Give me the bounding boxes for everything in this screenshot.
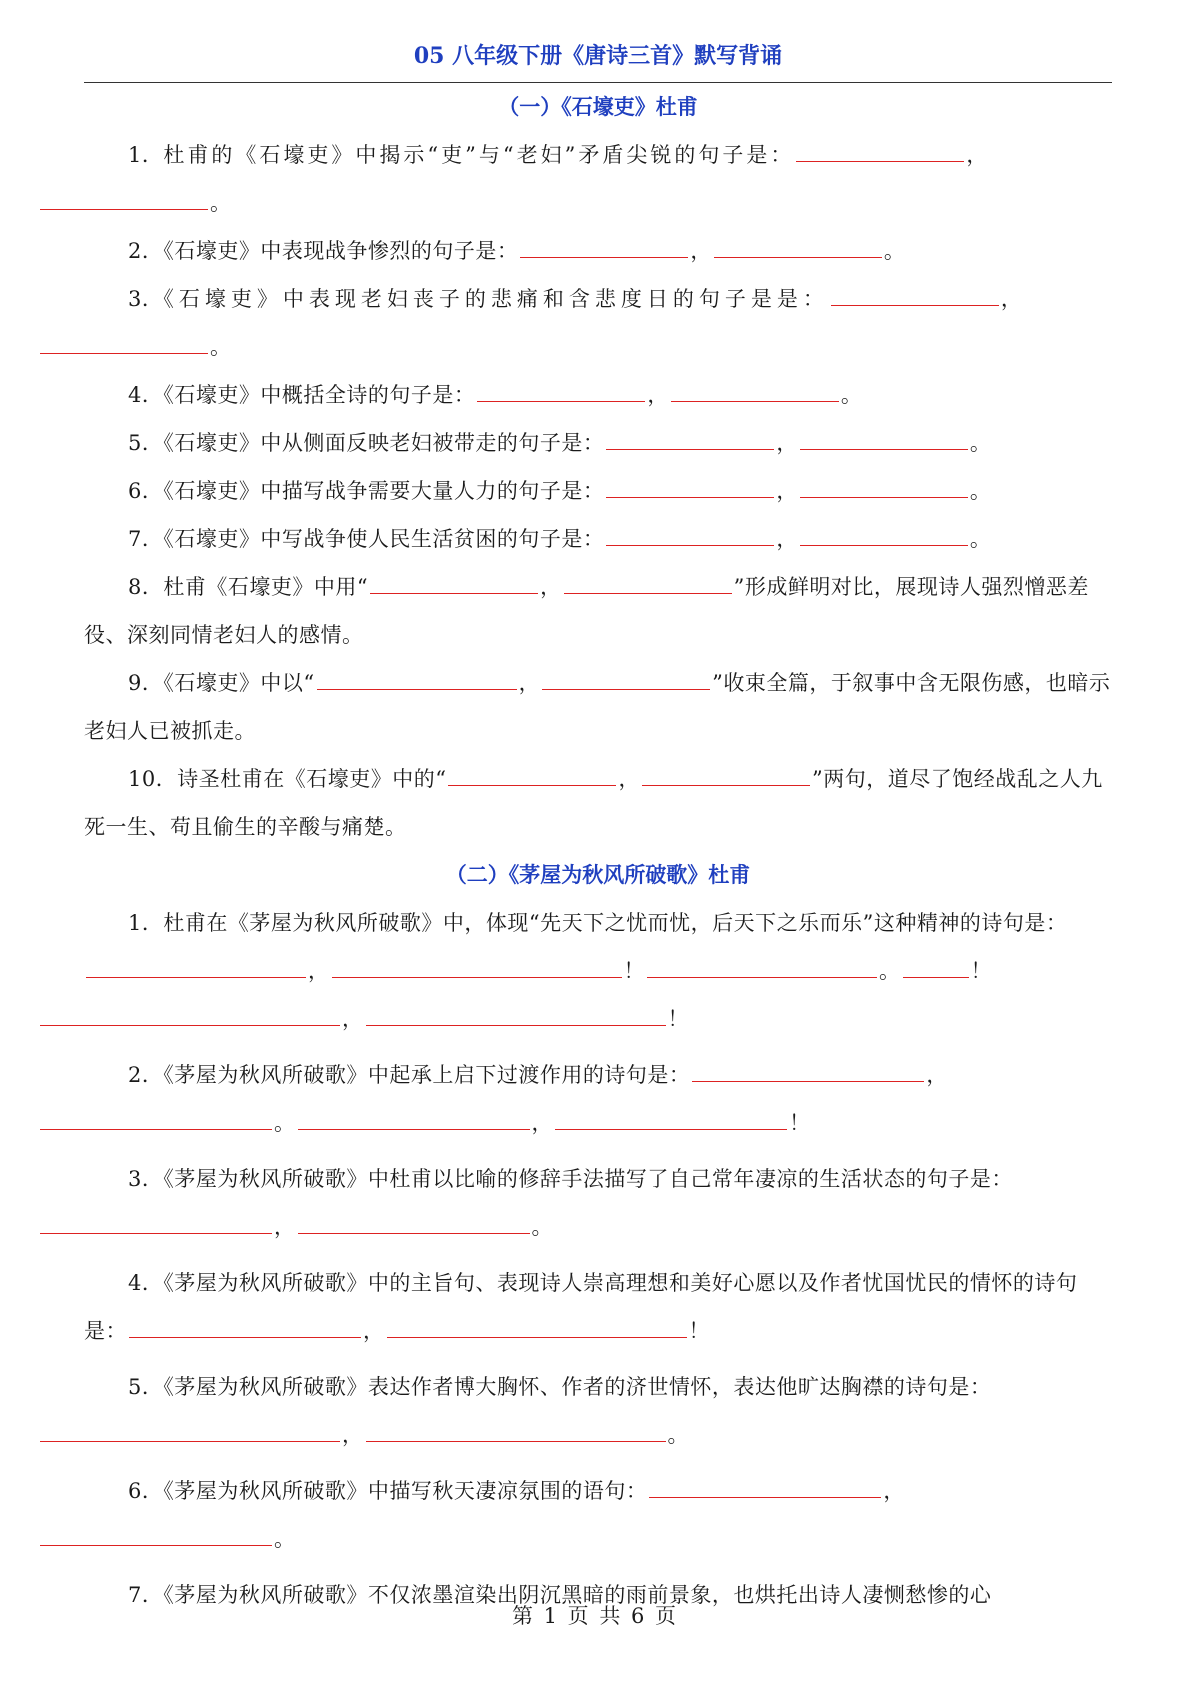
question-1: 1．杜甫在《茅屋为秋风所破歌》中，体现“先天下之忧而忧，后天下之乐而乐”这种精神的诗句是：， ！ 。 ！ ， ！ <box>84 899 1112 1043</box>
question-3: 3．《茅屋为秋风所破歌》中杜甫以比喻的修辞手法描写了自己常年凄凉的生活状态的句子是： ， 。 <box>84 1155 1112 1251</box>
answer-blank[interactable] <box>40 181 208 210</box>
answer-blank[interactable] <box>714 229 882 258</box>
answer-blank[interactable] <box>387 1309 687 1338</box>
question-7: 7．《石壕吏》中写战争使人民生活贫困的句子是： ， 。 <box>84 515 1112 563</box>
answer-blank[interactable] <box>332 949 622 978</box>
answer-blank[interactable] <box>692 1053 924 1082</box>
answer-blank[interactable] <box>800 469 968 498</box>
answer-blank[interactable] <box>671 373 839 402</box>
question-4: 4．《茅屋为秋风所破歌》中的主旨句、表现诗人崇高理想和美好心愿以及作者忧国忧民的情怀的诗句是： ， ！ <box>84 1271 1078 1343</box>
answer-blank[interactable] <box>564 565 732 594</box>
answer-blank[interactable] <box>606 517 774 546</box>
question-6: 6．《茅屋为秋风所破歌》中描写秋天凄凉氛围的语句： ， 。 <box>84 1467 1112 1563</box>
answer-blank[interactable] <box>477 373 645 402</box>
answer-blank[interactable] <box>40 1413 340 1442</box>
document-title: 05 八年级下册《唐诗三首》默写背诵 <box>84 30 1112 83</box>
answer-blank[interactable] <box>649 1469 881 1498</box>
question-2: 2．《石壕吏》中表现战争惨烈的句子是： ， 。 <box>84 227 1112 275</box>
answer-blank[interactable] <box>647 949 877 978</box>
answer-blank[interactable] <box>642 757 810 786</box>
question-7: 7．《茅屋为秋风所破歌》不仅浓墨渲染出阴沉黑暗的雨前景象，也烘托出诗人凄恻愁惨的心 <box>128 1583 992 1607</box>
answer-blank[interactable] <box>40 997 340 1026</box>
answer-blank[interactable] <box>448 757 616 786</box>
answer-blank[interactable] <box>129 1309 361 1338</box>
answer-blank[interactable] <box>298 1101 530 1130</box>
answer-blank[interactable] <box>40 1101 272 1130</box>
answer-blank[interactable] <box>40 1517 272 1546</box>
answer-blank[interactable] <box>520 229 688 258</box>
question-1: 1．杜甫的《石壕吏》中揭示“吏”与“老妇”矛盾尖锐的句子是： ， 。 <box>84 131 1112 227</box>
answer-blank[interactable] <box>298 1205 530 1234</box>
answer-blank[interactable] <box>831 277 999 306</box>
answer-blank[interactable] <box>903 949 969 978</box>
question-2: 2．《茅屋为秋风所破歌》中起承上启下过渡作用的诗句是： ， 。 ， ！ <box>84 1051 1112 1147</box>
answer-blank[interactable] <box>366 997 666 1026</box>
question-9: 9．《石壕吏》中以“ ， ”收束全篇，于叙事中含无限伤感，也暗示老妇人已被抓走。 <box>84 659 1112 755</box>
answer-blank[interactable] <box>606 421 774 450</box>
answer-blank[interactable] <box>366 1413 666 1442</box>
answer-blank[interactable] <box>796 133 964 162</box>
answer-blank[interactable] <box>800 421 968 450</box>
question-8: 8．杜甫《石壕吏》中用“ ， ”形成鲜明对比，展现诗人强烈憎恶差役、深刻同情老妇人的感情。 <box>84 563 1112 659</box>
answer-blank[interactable] <box>86 949 306 978</box>
answer-blank[interactable] <box>800 517 968 546</box>
section-heading: （一）《石壕吏》杜甫 <box>498 94 698 119</box>
answer-blank[interactable] <box>317 661 517 690</box>
question-6: 6．《石壕吏》中描写战争需要大量人力的句子是： ， 。 <box>84 467 1112 515</box>
page-footer: 第 1 页 共 6 页 <box>511 1604 679 1628</box>
question-3: 3．《石壕吏》中表现老妇丧子的悲痛和含悲度日的句子是是： ， 。 <box>84 275 1112 371</box>
answer-blank[interactable] <box>555 1101 787 1130</box>
question-10: 10．诗圣杜甫在《石壕吏》中的“ ， ”两句，道尽了饱经战乱之人九死一生、苟且偷生的辛酸与痛楚。 <box>84 755 1112 851</box>
answer-blank[interactable] <box>370 565 538 594</box>
answer-blank[interactable] <box>40 325 208 354</box>
document-page <box>84 30 1112 1619</box>
section-heading: （二）《茅屋为秋风所破歌》杜甫 <box>445 862 751 887</box>
answer-blank[interactable] <box>40 1205 272 1234</box>
question-5: 5．《茅屋为秋风所破歌》表达作者博大胸怀、作者的济世情怀，表达他旷达胸襟的诗句是： ， 。 <box>84 1363 1112 1459</box>
question-5: 5．《石壕吏》中从侧面反映老妇被带走的句子是： ， 。 <box>84 419 1112 467</box>
answer-blank[interactable] <box>606 469 774 498</box>
answer-blank[interactable] <box>542 661 710 690</box>
question-4: 4．《石壕吏》中概括全诗的句子是： ， 。 <box>84 371 1112 419</box>
